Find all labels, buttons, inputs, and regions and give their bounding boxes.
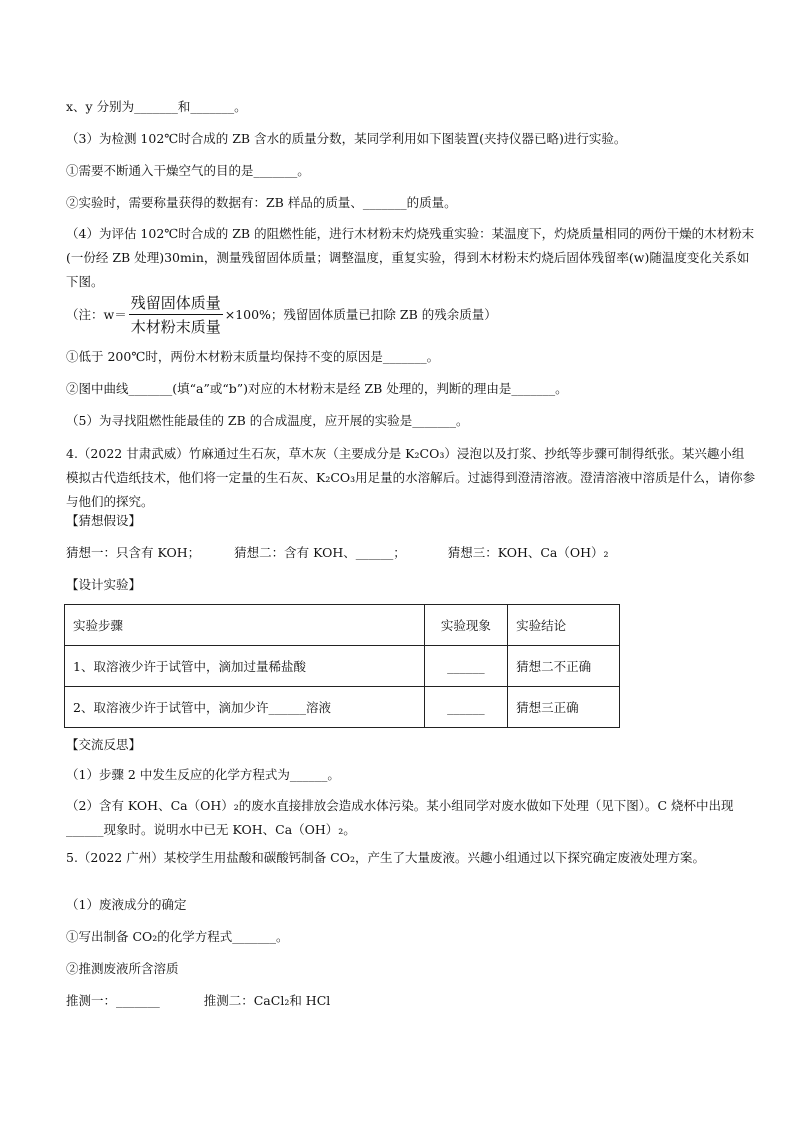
guess-3: 猜想三：KOH、Ca（OH）₂ [447, 545, 609, 560]
text-line: ②图中曲线_______(填“a”或“b”)对应的木材粉末是经 ZB 处理的，判断的理由是_______。 [66, 381, 568, 396]
question-4: 4.（2022 甘肃武威）竹麻通过生石灰，草木灰（主要成分是 K₂CO₃）浸泡以及打浆、抄纸等步骤可制得纸张。某兴趣小组模拟古代造纸技术，他们将一定量的生石灰、K₂CO₃用足量的水溶解后。过滤得到澄清溶液。澄清溶液中溶质是什么，请你参与他们的探究。 [66, 446, 756, 509]
text-line: ②推测废液所含溶质 [66, 961, 179, 976]
text-line: x、y 分别为_______和_______。 [66, 99, 247, 114]
guess-row [66, 542, 756, 564]
table-row [65, 687, 620, 728]
text-paragraph: （2）含有 KOH、Ca（OH）₂的废水直接排放会造成水体污染。某小组同学对废水做如下处理（见下图）。C 烧杯中出现______现象时。说明水中已无 KOH、Ca（OH）₂。 [66, 798, 734, 837]
note-suffix: ×100%；残留固体质量已扣除 ZB 的残余质量） [224, 307, 497, 322]
question-3-4: （4）为评估 102℃时合成的 ZB 的阻燃性能，进行木材粉末灼烧残重实验：某温度下，灼烧质量相同的两份干燥的木材粉末(一份经 ZB 处理)30min，测量残留固体质量；调整温度，重复实验，得到木材粉末灼烧后固体残留率(w)随温度变化关系如下图。 [66, 226, 755, 289]
section-heading: 【设计实验】 [66, 577, 142, 592]
text-line: （1）步骤 2 中发生反应的化学方程式为______。 [66, 767, 340, 782]
table-header: 实验步骤 [65, 605, 425, 646]
text-line: ②实验时，需要称量获得的数据有：ZB 样品的质量、_______的质量。 [66, 195, 457, 210]
table-header-row [65, 605, 620, 646]
fraction-denominator: 木材粉末质量 [130, 317, 221, 336]
table-header: 实验结论 [508, 605, 620, 646]
table-cell: 猜想三正确 [508, 687, 620, 728]
question-5: 5.（2022 广州）某校学生用盐酸和碳酸钙制备 CO₂，产生了大量废液。兴趣小组通过以下探究确定废液处理方案。 [66, 850, 706, 865]
table-cell: 1、取溶液少许于试管中，滴加过量稀盐酸 [65, 646, 425, 687]
experiment-table [64, 604, 620, 728]
text-line: ①需要不断通入干燥空气的目的是_______。 [66, 163, 310, 178]
table-row [65, 646, 620, 687]
fraction-numerator: 残留固体质量 [129, 292, 223, 315]
table-cell: ______ [424, 687, 508, 728]
section-heading: 【交流反思】 [66, 737, 142, 752]
fraction [129, 292, 223, 337]
guess-1: 猜想一：只含有 KOH； [66, 545, 201, 560]
note-prefix: （注：w＝ [66, 307, 127, 322]
table-cell: ______ [424, 646, 508, 687]
formula-note [66, 290, 497, 338]
text-line: （1）废液成分的确定 [66, 897, 187, 912]
section-heading: 【猜想假设】 [66, 513, 142, 528]
table-cell: 猜想二不正确 [508, 646, 620, 687]
speculation-1: 推测一：_______ [66, 993, 160, 1008]
guess-row [66, 990, 754, 1012]
text-line: ①写出制备 CO₂的化学方程式_______。 [66, 929, 289, 944]
text-line: ①低于 200℃时，两份木材粉末质量均保持不变的原因是_______。 [66, 349, 440, 364]
question-3-3: （3）为检测 102℃时合成的 ZB 含水的质量分数，某同学利用如下图装置(夹持仪器已略)进行实验。 [66, 131, 627, 146]
table-cell: 2、取溶液少许于试管中，滴加少许______溶液 [65, 687, 425, 728]
question-3-5: （5）为寻找阻燃性能最佳的 ZB 的合成温度，应开展的实验是_______。 [66, 413, 469, 428]
table-header: 实验现象 [424, 605, 508, 646]
guess-2: 猜想二：含有 KOH、______； [234, 545, 406, 560]
speculation-2: 推测二：CaCl₂和 HCl [203, 993, 331, 1008]
